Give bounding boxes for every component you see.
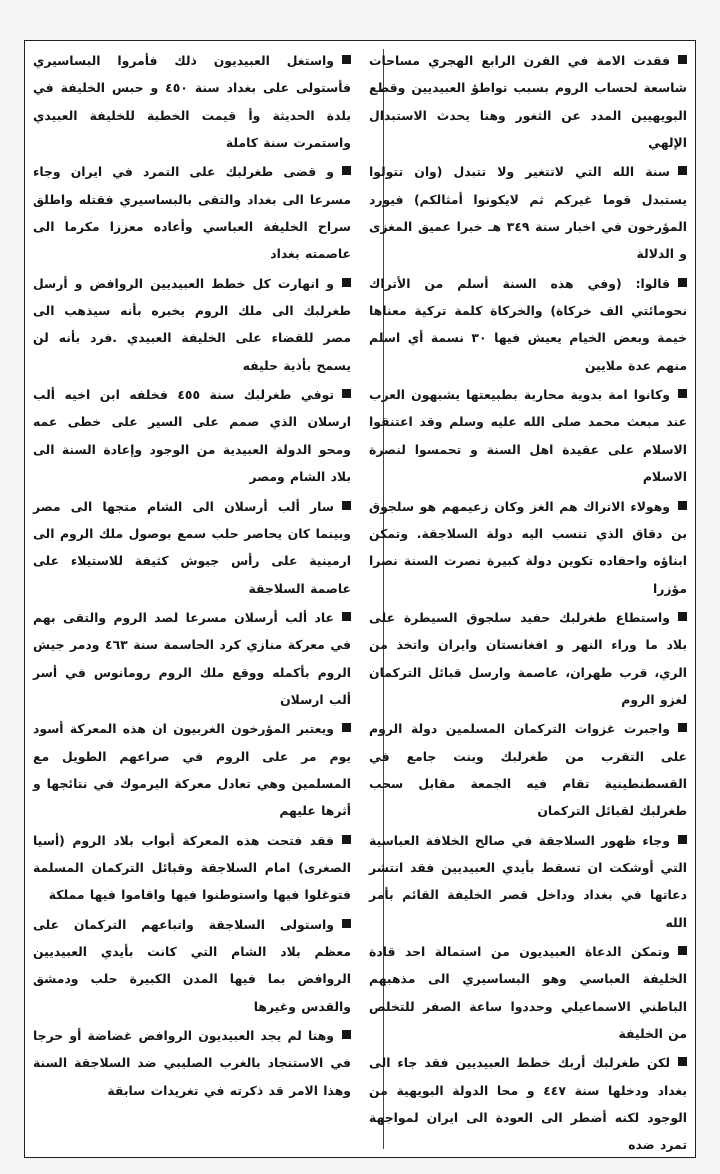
paragraph: [369, 715, 687, 824]
paragraph-text: وهنا لم يجد العبيديون الروافض غضاضة أو حرجا في الاستنجاد بالغرب الصليبي ضد السلاجقة السنة وهذا الامر قد ذكرته في تغريدات سابقة: [33, 1028, 351, 1098]
square-bullet-icon: [678, 389, 687, 398]
square-bullet-icon: [342, 55, 351, 64]
paragraph-text: وتمكن الدعاة العبيديون من استمالة احد قادة الخليفة العباسي وهو البساسيري الى مذهبهم الباطني الاسماعيلي وحددوا ساعة الصفر للتخلص من الخليفة: [369, 944, 687, 1042]
square-bullet-icon: [342, 278, 351, 287]
paragraph: [33, 381, 351, 490]
paragraph-text: واجبرت غزوات التركمان المسلمين دولة الروم على التقرب من طغرلبك وبنت جامع في القسطنطينية تقام فيه الجمعة مقابل سحب طغرلبك لقبائل التركمان: [369, 721, 687, 819]
paragraph-text: توفي طغرلبك سنة ٤٥٥ فخلفه ابن اخيه ألب ارسلان الذي صمم على السير على خطى عمه ومحو الدولة العبيدية من الوجود وإعادة السنة الى بلاد الشام ومصر: [33, 387, 351, 485]
paragraph-text: فقد فتحت هذه المعركة أبواب بلاد الروم (أسيا الصغرى) امام السلاجقة وقبائل التركمان المسلمة فتوغلوا فيها واستوطنوا فيها واقاموا فيها مملكة: [33, 832, 351, 903]
article-frame: [24, 40, 696, 1158]
square-bullet-icon: [342, 919, 351, 928]
paragraph-text: قالوا: (وفي هذه السنة أسلم من الأتراك نحومائتي الف خركاة) والخركاة كلمة تركية معناها خيمة وبعض الخيام يعيش فيها ٣٠ نسمة أي اسلم منهم عدة ملايين: [369, 275, 687, 373]
square-bullet-icon: [678, 612, 687, 621]
square-bullet-icon: [342, 612, 351, 621]
paragraph-text: عاد ألب أرسلان مسرعا لصد الروم والتقى بهم في معركة منازي كرد الحاسمة سنة ٤٦٣ ودمر جيش الروم بأكمله ووقع ملك الروم رومانوس في أسر ألب ارسلان: [33, 609, 351, 707]
paragraph-text: واستولى السلاجقة واتباعهم التركمان على معظم بلاد الشام التي كانت بأيدي العبيديين الروافض بما فيها المدن الكبيرة حلب ودمشق والقدس وغيرها: [33, 916, 351, 1014]
paragraph: [369, 158, 687, 267]
paragraph: [369, 381, 687, 490]
paragraph: [369, 1049, 687, 1158]
square-bullet-icon: [678, 501, 687, 510]
paragraph-text: وجاء ظهور السلاجقة في صالح الخلافة العباسية التي أوشكت ان تسقط بأيدي العبيديين فقد انتشر دعاتها في بغداد وداخل قصر الخليفة القائم بأمر الله: [369, 832, 687, 930]
square-bullet-icon: [678, 835, 687, 844]
paragraph-text: واستغل العبيديون ذلك فأمروا البساسيري فأستولى على بغداد سنة ٤٥٠ و حبس الخليفة في بلدة الحديثة وأ قيمت الخطبة للخليفة العبيدي واستمرت سنة كاملة: [33, 53, 351, 151]
paragraph: [33, 1022, 351, 1104]
paragraph-text: و قضى طغرلبك على التمرد في ايران وجاء مسرعا الى بغداد والتقى بالبساسيري فقتله واطلق سراح الخليفة العباسي وأعاده معززا مكرما الى عاصمته بغداد: [33, 164, 351, 262]
paragraph-text: لكن طغرلبك أربك خطط العبيديين فقد جاء الى بغداد ودخلها سنة ٤٤٧ و محا الدولة البويهية من الوجود لكنه أضطر الى العودة الى ايران لمواجهة تمرد ضده: [369, 1055, 687, 1153]
right-column: [369, 47, 687, 1161]
square-bullet-icon: [342, 166, 351, 175]
square-bullet-icon: [678, 1057, 687, 1066]
paragraph: [369, 827, 687, 936]
paragraph-text: سار ألب أرسلان الى الشام متجها الى مصر وبينما كان يحاصر حلب سمع بوصول ملك الروم الى ارمينية على رأس جيوش كثيفة للاستيلاء على عاصمة السلاجقة: [33, 498, 351, 596]
paragraph: [33, 158, 351, 267]
square-bullet-icon: [342, 501, 351, 510]
square-bullet-icon: [342, 723, 351, 732]
paragraph: [369, 493, 687, 602]
square-bullet-icon: [678, 946, 687, 955]
paragraph-text: واستطاع طغرلبك حفيد سلجوق السيطرة على بلاد ما وراء النهر و افغانستان وايران واتخذ من الري، قرب طهران، عاصمة وارسل قبائل التركمان لغزو الروم: [369, 609, 687, 707]
paragraph: [33, 715, 351, 824]
paragraph: [369, 270, 687, 379]
paragraph: [33, 911, 351, 1020]
square-bullet-icon: [678, 55, 687, 64]
square-bullet-icon: [678, 723, 687, 732]
paragraph-text: ويعتبر المؤرخون الغربيون ان هذه المعركة أسود يوم مر على الروم في صراعهم الطويل مع المسلمين وهي تعادل معركة اليرموك في نتائجها و أثرها عليهم: [33, 721, 351, 819]
paragraph-text: سنة الله التي لاتتغير ولا تتبدل (وان تتولوا يستبدل قوما غيركم ثم لايكونوا أمثالكم) فيورد المؤرخون في اخبار سنة ٣٤٩ هـ خبرا عميق المغزى و الدلالة: [369, 164, 687, 262]
paragraph-text: فقدت الامة في القرن الرابع الهجري مساحات شاسعة لحساب الروم بسبب تواطؤ العبيديين وقطع البويهيين المدد عن الثغور وهنا يحدث الاستبدال الإلهي: [369, 53, 687, 151]
paragraph-text: و انهارت كل خطط العبيديين الروافض و أرسل طغرلبك الى ملك الروم يخبره بأنه سيذهب الى مصر للقضاء على الخليفة العبيدي .فرد بأنه لن يسمح بأذية حليفه: [33, 275, 351, 373]
square-bullet-icon: [342, 389, 351, 398]
paragraph: [33, 47, 351, 156]
square-bullet-icon: [678, 166, 687, 175]
paragraph: [33, 493, 351, 602]
paragraph: [369, 938, 687, 1047]
paragraph-text: وكانوا امة بدوية محاربة بطبيعتها يشبهون العرب عند مبعث محمد صلى الله عليه وسلم وقد اعتنقوا الاسلام على عقيدة اهل السنة و تحمسوا لنصرة الاسلام: [369, 387, 687, 485]
paragraph: [369, 47, 687, 156]
paragraph: [33, 827, 351, 909]
paragraph: [369, 604, 687, 713]
square-bullet-icon: [342, 1030, 351, 1039]
paragraph: [33, 270, 351, 379]
square-bullet-icon: [678, 278, 687, 287]
left-column: [33, 47, 351, 1106]
square-bullet-icon: [342, 835, 351, 844]
paragraph-text: وهولاء الاتراك هم الغز وكان زعيمهم هو سلجوق بن دقاق الذي تنسب اليه دولة السلاجقة. وتمكن ابناؤه واحفاده تكوين دولة كبيرة نصرت السنة نصرا مؤزرا: [369, 498, 687, 596]
paragraph: [33, 604, 351, 713]
